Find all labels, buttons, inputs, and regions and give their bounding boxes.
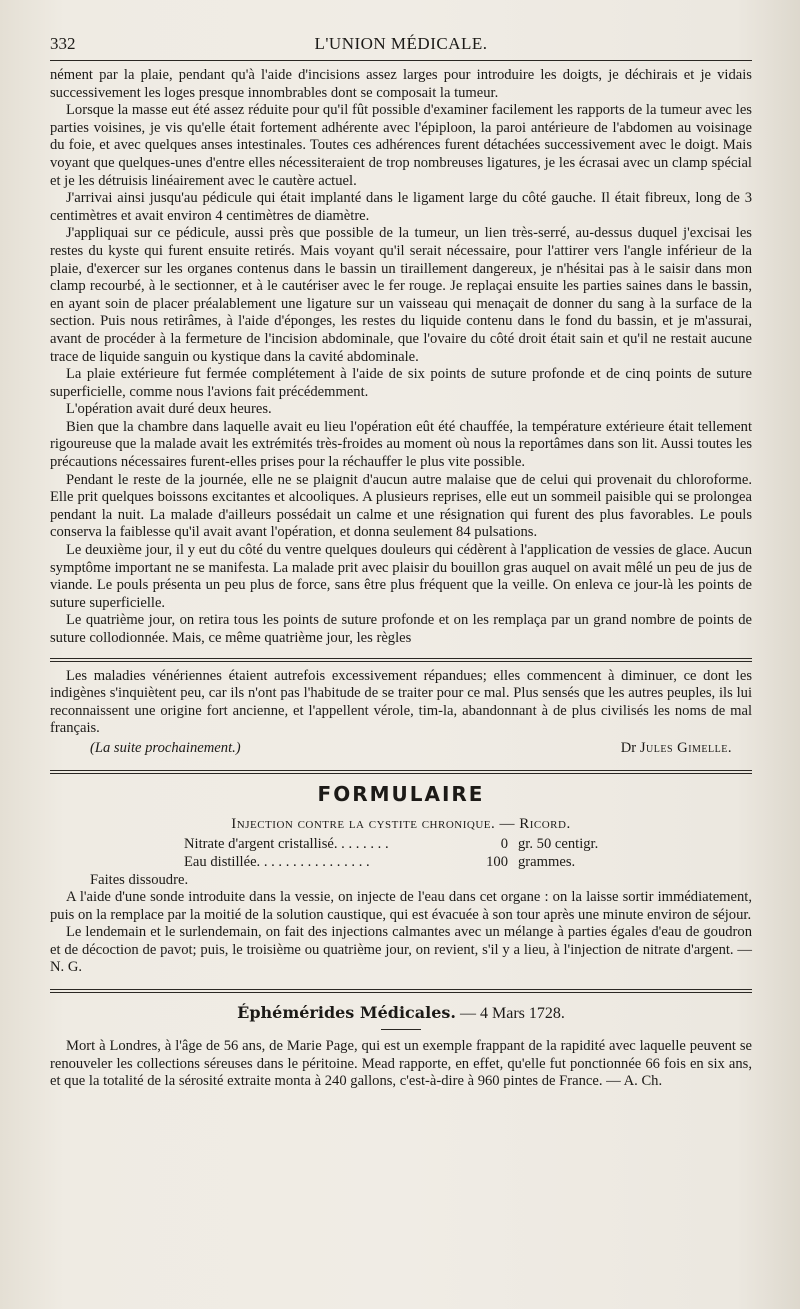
ingredient-unit: grammes. [518, 853, 576, 870]
ingredient-qty: 100 [486, 853, 508, 870]
article-paragraph: J'arrivai ainsi jusqu'au pédicule qui était implanté dans le ligament large du côté gauche. Il était fibreux, long de 3 centimètres et avait environ 4 centimètres de diamètre. [50, 190, 752, 224]
recipe-paragraph: A l'aide d'une sonde introduite dans la vessie, on injecte de l'eau dans cet organe : on la laisse sortir immédiatement, puis on la remplace par la moitié de la solution caustique, qui est évacuée à son tour après une minute environ de séjour. [50, 888, 752, 923]
short-rule [381, 1029, 421, 1030]
feuilleton-divider [50, 658, 752, 662]
ingredient-unit: gr. 50 centigr. [518, 835, 599, 852]
ephemerides-paragraph: Mort à Londres, à l'âge de 56 ans, de Marie Page, qui est un exemple frappant de la rapidité avec laquelle peuvent se renouveler les collections séreuses dans le péritoine. Mead rapporte, en effet, qu'elle fut ponctionnée 66 fois en six ans, et que la totalité de la sérosité extraite monta à 240 gallons, c'est-à-dire à 960 pintes de France. — A. Ch. [50, 1037, 752, 1090]
section-divider [50, 770, 752, 774]
continued-article [50, 668, 752, 738]
article-paragraph: J'appliquai sur ce pédicule, aussi près que possible de la tumeur, un lien très-serré, au-dessus duquel j'excisai les restes du kyste qui furent ensuite retirés. Mais voyant qu'il serait nécessaire, pour l'attirer vers l'angle inférieur de la plaie, d'exercer sur les organes contenus dans le bassin un tiraillement dangereux, je n'hésitai pas à le saisir dans mon clamp recourbé, à le sectionner, et à le cautériser avec le fer rouge. Je replaçai ensuite les parties saines dans le bassin, en ayant soin de placer préalablement une ligature sur un vaisseau qui menaçait de donner du sang à la surface de la section. Puis nous retirâmes, à l'aide d'éponges, les restes du liquide contenu dans le fond du bassin, et je m'assurai, avant de procéder à la fermeture de l'incision abdominale, que l'ovaire du côté droit était sain et qu'il ne restait aucune trace de liquide sanguin ou kystique dans la cavité abdominale. [50, 225, 752, 365]
ingredient-row [184, 835, 752, 853]
article-paragraph: Le quatrième jour, on retira tous les points de suture profonde et on les remplaça par un grand nombre de points de suture collodionnée. Mais, ce même quatrième jour, les règles [50, 612, 752, 646]
running-head [50, 30, 752, 61]
recipe-instruction: Faites dissoudre. [90, 871, 189, 888]
author-name: Jules Gimelle. [639, 739, 732, 756]
article-paragraph: L'opération avait duré deux heures. [66, 401, 272, 418]
ephemerides-section [50, 1003, 752, 1091]
recipe-title: Injection contre la cystite chronique. — Ricord. [231, 815, 571, 832]
ephemerides-heading: Éphémérides Médicales. [237, 1002, 456, 1022]
recipe-text [50, 889, 752, 977]
article-paragraph: Le deuxième jour, il y eut du côté du ventre quelques douleurs qui cédèrent à l'application de vessies de glace. Aucun symptôme important ne se manifesta. La malade prit avec plaisir du bouillon gras auquel on avait mêlé un peu de jus de viande. Le pouls présenta un peu plus de force, sans être plus fréquent que la veille. On enleva ce jour-là les points de suture superficielle. [50, 542, 752, 611]
main-article [50, 67, 752, 648]
formulaire-section [50, 782, 752, 977]
journal-title: L'UNION MÉDICALE. [314, 34, 488, 53]
section-title: FORMULAIRE [317, 781, 485, 806]
ingredient-row [184, 853, 752, 871]
article-paragraph: nément par la plaie, pendant qu'à l'aide d'incisions assez larges pour introduire les doigts, je déchirais et je vidais successivement les loges presque innombrables dont se composait la tumeur. [50, 67, 752, 101]
ephemerides-text [50, 1038, 752, 1091]
ingredient-name: Nitrate d'argent cristallisé. . . . . . . . [184, 835, 389, 852]
recipe-paragraph: Le lendemain et le surlendemain, on fait des injections calmantes avec un mélange à parties égales d'eau de goudron et de décoction de pavot; puis, le troisième ou quatrième jour, on revient, s'il y a lieu, à l'injection de nitrate d'argent. — N. G. [50, 924, 752, 976]
article-paragraph: Lorsque la masse eut été assez réduite pour qu'il fût possible d'examiner facilement les rapports de la tumeur avec les parties voisines, je vis qu'elle était fortement adhérente avec l'épiploon, la paroi antérieure de l'abdomen au voisinage du foie, et avec quelques anses intestinales. Toutes ces adhérences furent détachées successivement avec le doigt. Mais voyant que quelques-unes d'entre elles nécessiteraient de trop nombreuses ligatures, je les écrasai avec un clamp spécial et je les détruisis linéairement avec le cautère actuel. [50, 102, 752, 189]
article-paragraph: Pendant le reste de la journée, elle ne se plaignit d'aucun autre malaise que de celui qui provenait du chloroforme. Elle prit quelques boissons excitantes et alcooliques. A plusieurs reprises, elle eut un sommeil paisible qui se prolongea pendant la nuit. La malade d'ailleurs possédait un calme et une résignation qui furent des plus favorables. Le pouls conserva la faiblesse qu'il avait avant l'opération, et donna seulement 84 pulsations. [50, 471, 752, 541]
continuation-note: (La suite prochainement.) [90, 739, 241, 756]
recipe-ingredients [184, 835, 752, 871]
article-paragraph: Bien que la chambre dans laquelle avait eu lieu l'opération eût été chauffée, la température extérieure était tellement rigoureuse que la malade avait les extrémités très-froides au moment où nous la reportâmes dans son lit. Aussi toutes les précautions nécessaires furent-elles prises pour la réchauffer le plus vite possible. [50, 418, 752, 471]
ingredient-name: Eau distillée. . . . . . . . . . . . . . . . [184, 853, 370, 870]
author-prefix: Dr [620, 739, 637, 756]
article-paragraph: Les maladies vénériennes étaient autrefois excessivement répandues; elles commencent à diminuer, ce dont les indigènes s'inquiètent peu, car ils n'ont pas l'habitude de se traiter pour ce mal. Plus sensés que les autres peuples, ils lui reconnaissent une origine fort ancienne, et l'appellent vérole, tim-la, abandonnant à de plus civilisés les noms de mal français. [50, 667, 752, 737]
ephemerides-title [50, 1003, 752, 1023]
page-number: 332 [50, 34, 76, 53]
ingredient-qty: 0 [500, 835, 508, 852]
ephemerides-date: — 4 Mars 1728. [459, 1004, 565, 1022]
signature-line [50, 740, 752, 760]
article-paragraph: La plaie extérieure fut fermée complétement à l'aide de six points de suture profonde et de cinq points de suture superficielle, comme nous l'avions fait précédemment. [50, 366, 752, 400]
section-divider [50, 989, 752, 993]
author-signature [621, 740, 732, 757]
